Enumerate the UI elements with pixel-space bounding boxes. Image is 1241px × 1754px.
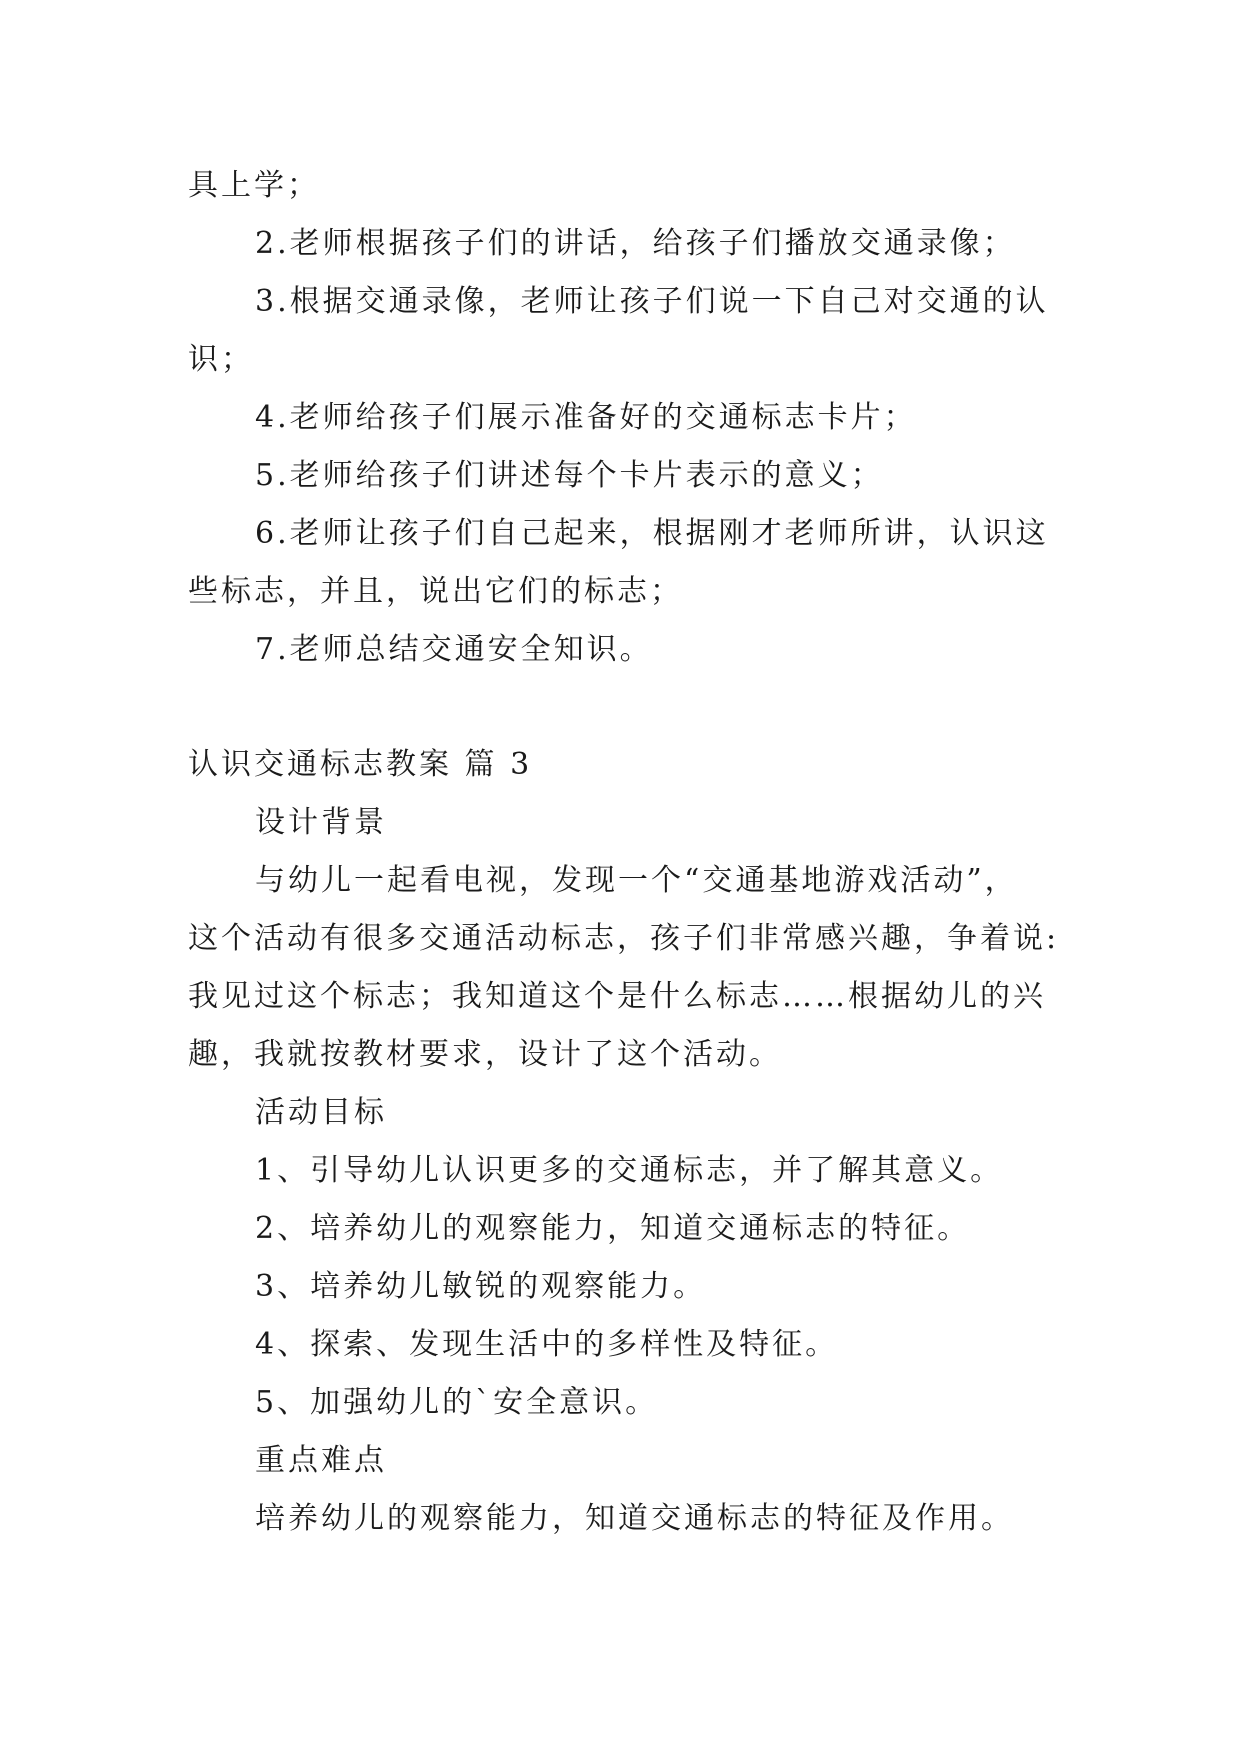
- list-item: 1、引导幼儿认识更多的交通标志，并了解其意义。: [255, 1153, 1004, 1188]
- text-line: 6.老师让孩子们自己起来，根据刚才老师所讲，认识这: [255, 516, 1049, 551]
- text-line: 我见过这个标志；我知道这个是什么标志……根据幼儿的兴: [188, 979, 1046, 1014]
- text-line: 4.老师给孩子们展示准备好的交通标志卡片；: [255, 400, 917, 435]
- list-item: 5、加强幼儿的`安全意识。: [255, 1385, 659, 1420]
- text-line: 培养幼儿的观察能力，知道交通标志的特征及作用。: [255, 1501, 1014, 1536]
- text-line: 趣，我就按教材要求，设计了这个活动。: [188, 1037, 782, 1072]
- text-line: 3.根据交通录像，老师让孩子们说一下自己对交通的认: [255, 284, 1049, 319]
- text-line: 识；: [188, 342, 254, 377]
- text-line: 2.老师根据孩子们的讲话，给孩子们播放交通录像；: [255, 226, 1016, 261]
- text-line: 与幼儿一起看电视，发现一个“交通基地游戏活动”，: [255, 863, 1018, 898]
- section-heading: 认识交通标志教案 篇 3: [188, 747, 533, 782]
- list-item: 3、培养幼儿敏锐的观察能力。: [255, 1269, 707, 1304]
- list-item: 4、探索、发现生活中的多样性及特征。: [255, 1327, 839, 1362]
- list-item: 2、培养幼儿的观察能力，知道交通标志的特征。: [255, 1211, 971, 1246]
- text-line: 5.老师给孩子们讲述每个卡片表示的意义；: [255, 458, 884, 493]
- text-line: 7.老师总结交通安全知识。: [255, 632, 653, 667]
- subheading: 设计背景: [255, 805, 387, 840]
- text-line: 这个活动有很多交通活动标志，孩子们非常感兴趣，争着说:: [188, 921, 1060, 956]
- subheading: 重点难点: [255, 1443, 387, 1478]
- text-line: 些标志，并且，说出它们的标志；: [188, 574, 683, 609]
- subheading: 活动目标: [255, 1095, 387, 1130]
- text-line: 具上学；: [188, 168, 320, 203]
